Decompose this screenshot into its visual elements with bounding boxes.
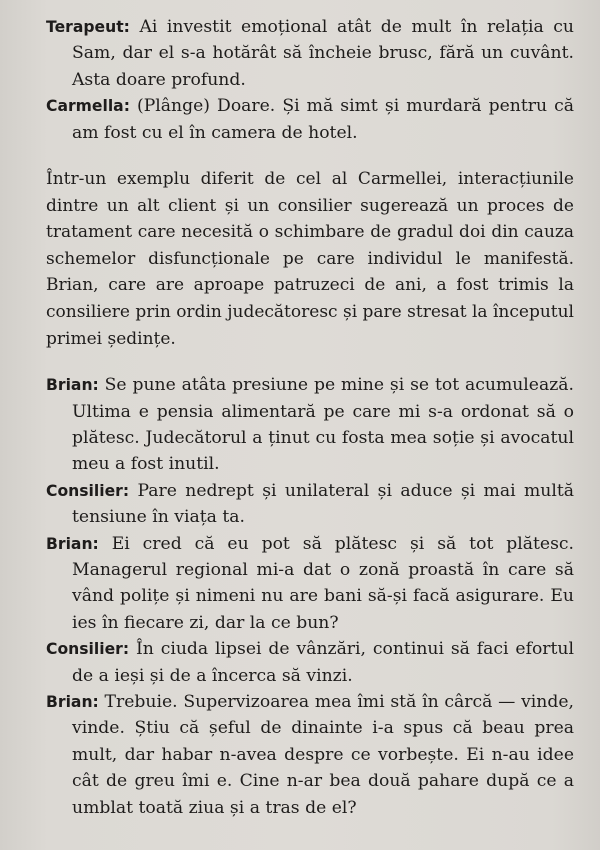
body-paragraph: Într-un exemplu diferit de cel al Carmellei, interacțiunile dintre un alt client și un consilier sugerează un proces de tratament care necesită o schimbare de gradul doi din cauza schemelor disfuncționale pe care individul le manifestă. Brian, care are aproape patruzeci de ani, a fost trimis la consiliere prin ordin judecătoresc și pare stresat la începutul primei ședințe.	[46, 169, 574, 349]
dialogue-line-carmella	[46, 93, 574, 146]
dialogue-line-brian	[46, 531, 574, 637]
dialogue-line-counselor	[46, 636, 574, 689]
speaker-label: Brian:	[46, 693, 99, 712]
dialogue-text: Trebuie. Supervizoarea mea îmi stă în cârcă — vinde, vinde. Știu că șeful de dinainte i-a spus că beau prea mult, dar habar n-avea despre ce vorbește. Ei n-au idee cât de greu îmi e. Cine n-ar bea două pahare după ce a umblat toată ziua și a tras de el?	[72, 692, 574, 818]
dialogue-text: În ciuda lipsei de vânzări, continui să faci efortul de a ieși și de a încerca să vinzi.	[72, 639, 574, 686]
dialogue-text: (Plânge) Doare. Și mă simt și murdară pentru că am fost cu el în camera de hotel.	[72, 96, 574, 143]
dialogue-line-counselor	[46, 478, 574, 531]
dialogue-line-therapist	[46, 14, 574, 93]
speaker-label: Brian:	[46, 376, 99, 395]
speaker-label: Brian:	[46, 534, 99, 553]
dialogue-text: Ai investit emoțional atât de mult în relația cu Sam, dar el s-a hotărât să încheie brusc, fără un cuvânt. Asta doare profund.	[72, 17, 574, 90]
dialogue-text: Se pune atâta presiune pe mine și se tot acumulează. Ultima e pensia alimentară pe care mi s-a ordonat să o plătesc. Judecătorul a ținut cu fosta mea soție și avocatul meu a fost inutil.	[72, 375, 574, 475]
dialogue-text: Pare nedrept și unilateral și aduce și mai multă tensiune în viața ta.	[72, 480, 574, 528]
dialogue-line-brian	[46, 372, 574, 478]
dialogue-text: Ei cred că eu pot să plătesc și să tot plătesc. Managerul regional mi-a dat o zonă proastă în care să vând polițe și nimeni nu are bani să-și facă asigurare. Eu ies în fiecare zi, dar la ce bun?	[72, 533, 575, 633]
dialogue-line-brian	[46, 689, 574, 821]
speaker-label: Carmella:	[46, 97, 130, 116]
speaker-label: Consilier:	[46, 640, 130, 659]
speaker-label: Terapeut:	[46, 18, 130, 36]
speaker-label: Consilier:	[46, 481, 130, 500]
